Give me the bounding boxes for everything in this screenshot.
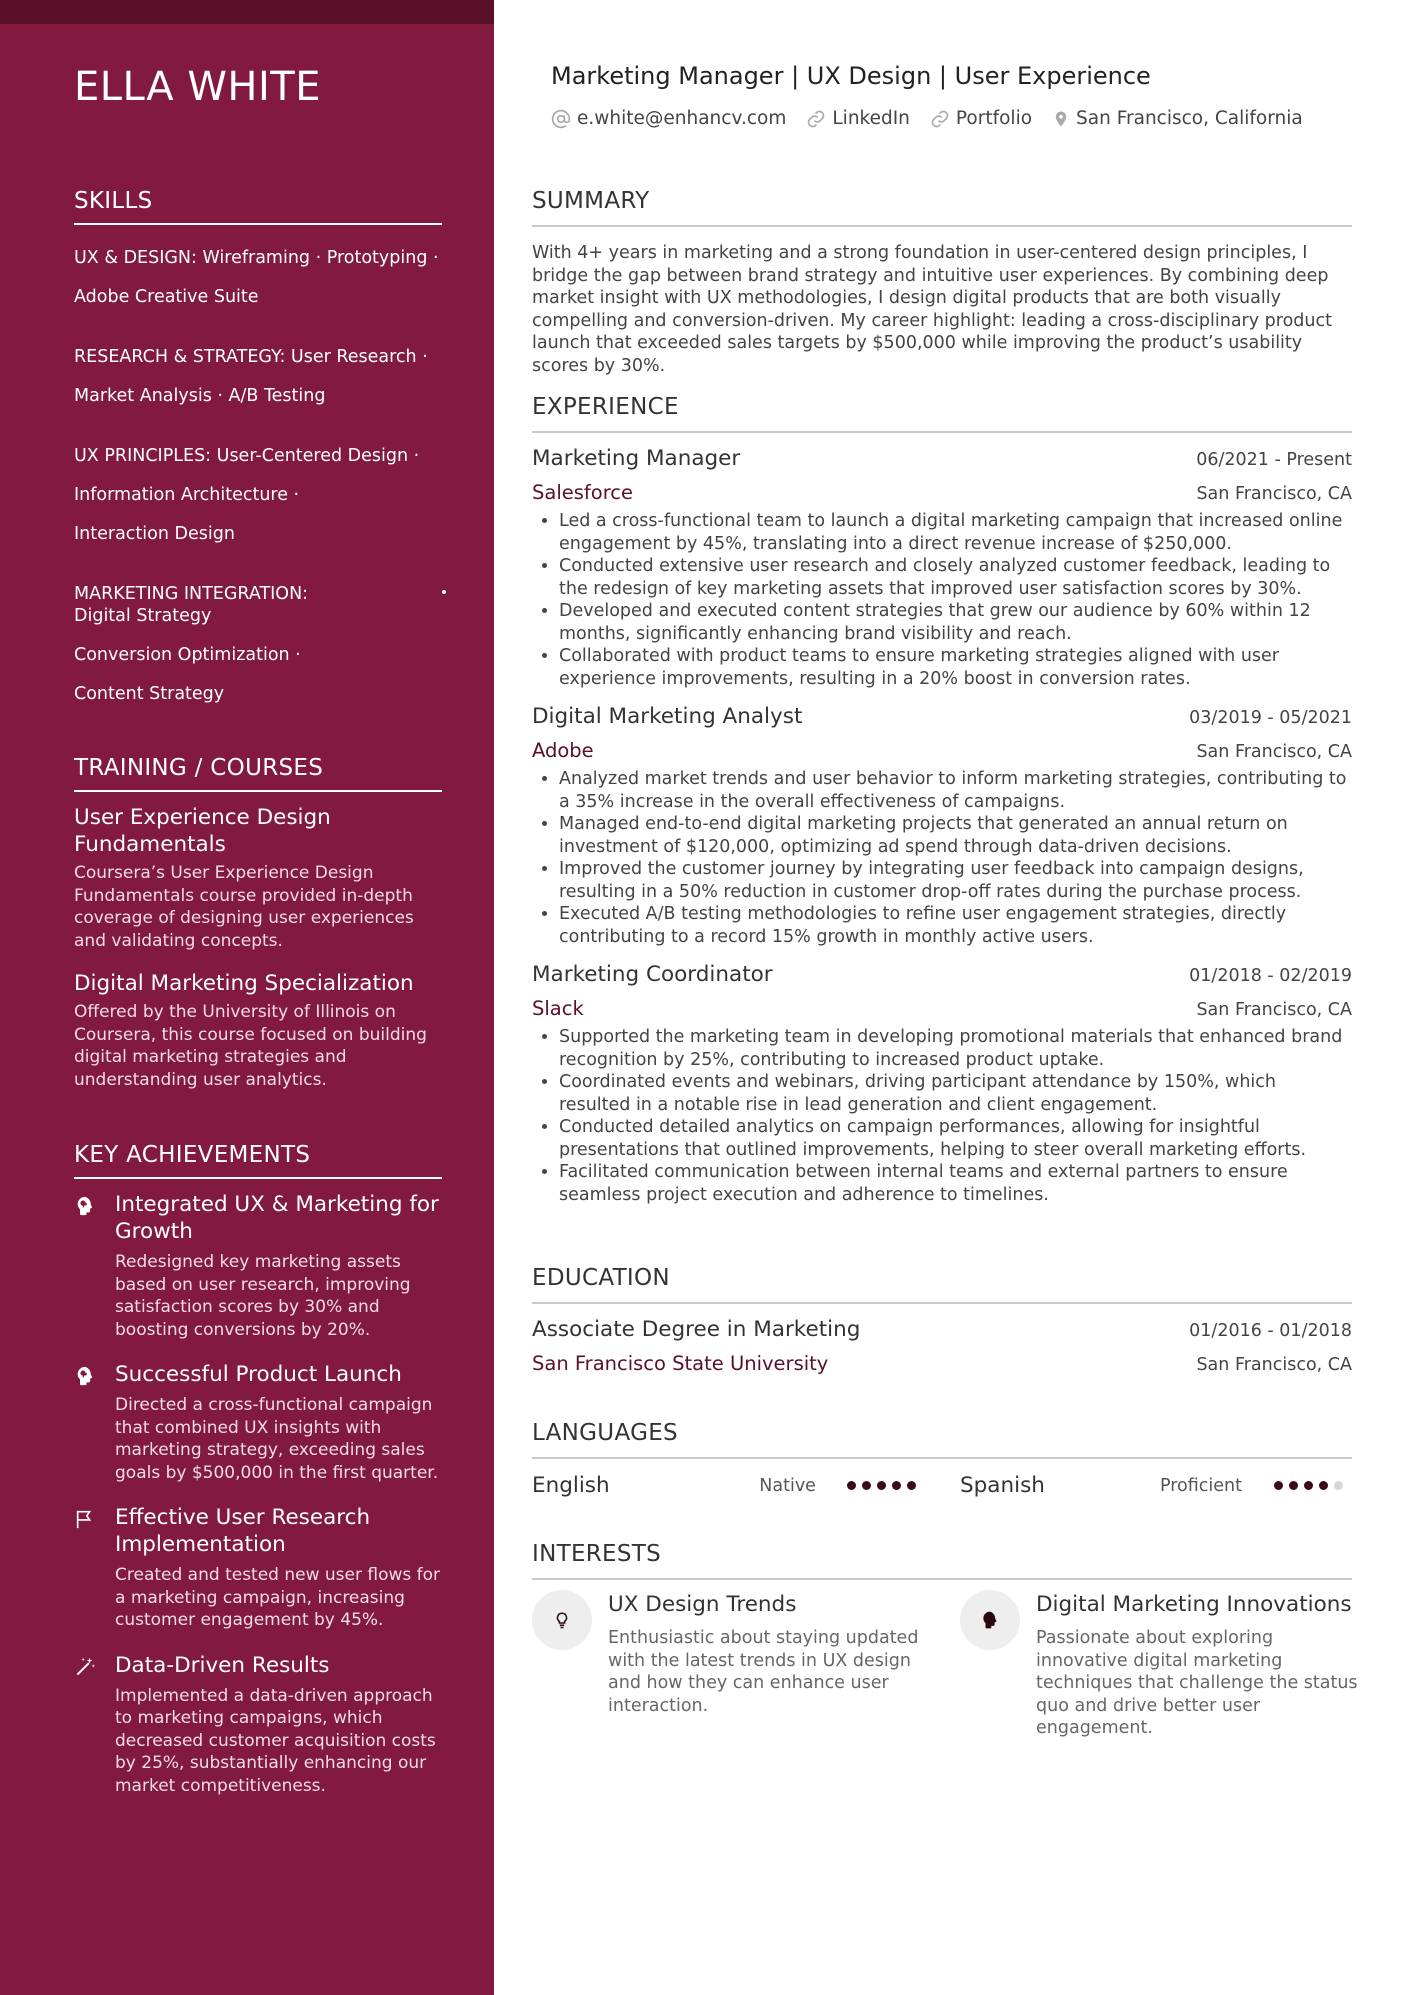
job-bullet: • Improved the customer journey by integrating user feedback into campaign designs, resulting in a 50% reduction in customer drop-off rates during the purchase process. — [559, 858, 1352, 903]
contact-location — [1052, 108, 1303, 129]
job-bullet: • Executed A/B testing methodologies to refine user engagement strategies, directly contributing to a record 15% growth in monthly active users. — [559, 903, 1352, 948]
job-header — [532, 704, 1352, 729]
link-icon — [806, 109, 826, 129]
skill-group — [74, 346, 442, 407]
interest-title: Digital Marketing Innovations — [1036, 1592, 1352, 1617]
language-rating — [847, 1481, 922, 1490]
link-icon — [930, 109, 950, 129]
interest-title: UX Design Trends — [608, 1592, 797, 1617]
lightbulb-icon — [532, 1590, 592, 1650]
summary-text: With 4+ years in marketing and a strong foundation in user-centered design principles, I bridge the gap between brand strategy and intuitive user experiences. By combining deep market insight with UX methodologies, I design digital products that are both visually compelling and conversion-driven. My career highlight: leading a cross-disciplinary product launch that exceeded sales targets by $500,000 while improving the product’s usability scores by 30%. — [532, 243, 1332, 376]
job-bullet: • Managed end-to-end digital marketing projects that generated an annual return on investment of $120,000, optimizing ad spend through data-driven decisions. — [559, 813, 1352, 858]
separator-dot — [442, 590, 446, 594]
job-location: San Francisco, CA — [1196, 484, 1352, 504]
achievement-description: Redesigned key marketing assets based on user research, improving satisfaction scores by 30% and boosting conversions by 20%. — [115, 1252, 411, 1340]
job-bullet: • Facilitated communication between internal teams and external partners to ensure seamless project execution and adherence to timelines. — [559, 1161, 1352, 1206]
achievements-section — [74, 1142, 442, 1797]
achievement-description: Created and tested new user flows for a marketing campaign, increasing customer engagement by 45%. — [115, 1565, 441, 1630]
job-title: Digital Marketing Analyst — [532, 704, 803, 729]
training-heading: TRAINING / COURSES — [74, 755, 442, 792]
education-subheader — [532, 1352, 1352, 1375]
job-dates: 03/2019 - 05/2021 — [1189, 708, 1352, 728]
job-bullets — [532, 510, 1352, 690]
rating-dot-filled — [1274, 1481, 1283, 1490]
achievement-item — [74, 1361, 442, 1484]
job-bullet: • Coordinated events and webinars, driving participant attendance by 150%, which resulted in a notable rise in lead generation and client engagement. — [559, 1071, 1352, 1116]
skill-line: Information Architecture · — [74, 485, 300, 505]
job-subheader — [532, 997, 1352, 1020]
at-icon — [551, 109, 571, 129]
education-section — [532, 1265, 1352, 1375]
skill-line: Adobe Creative Suite — [74, 287, 259, 307]
job-bullet: • Analyzed market trends and user behavior to inform marketing strategies, contributing to a 35% increase in the overall effectiveness of campaigns. — [559, 768, 1352, 813]
course-item — [74, 804, 442, 952]
education-dates: 01/2016 - 01/2018 — [1189, 1321, 1352, 1341]
language-rating — [1274, 1481, 1349, 1490]
skill-line: Content Strategy — [74, 684, 225, 704]
skill-line: Market Analysis · A/B Testing — [74, 386, 326, 406]
job-bullet: • Conducted detailed analytics on campaign performances, allowing for insightful presentations that outlined improvements, helping to steer overall marketing efforts. — [559, 1116, 1352, 1161]
skill-line: UX PRINCIPLES: User-Centered Design · — [74, 446, 420, 466]
achievement-item — [74, 1504, 442, 1632]
language-item — [532, 1473, 922, 1498]
education-heading: EDUCATION — [532, 1265, 1352, 1304]
job-dates: 01/2018 - 02/2019 — [1189, 966, 1352, 986]
experience-section — [532, 394, 1352, 1206]
rating-dot-filled — [907, 1481, 916, 1490]
language-name: English — [532, 1473, 610, 1498]
skill-group — [74, 583, 442, 705]
rating-dot-filled — [877, 1481, 886, 1490]
job-entry — [532, 446, 1352, 690]
achievement-item — [74, 1191, 442, 1341]
languages-section — [532, 1420, 1352, 1498]
rating-dot-filled — [1289, 1481, 1298, 1490]
interests-section — [532, 1541, 1358, 1750]
job-header — [532, 962, 1352, 987]
course-title: User Experience Design Fundamentals — [74, 805, 331, 857]
job-bullets — [532, 768, 1352, 948]
summary-section — [532, 188, 1352, 377]
job-bullet: • Supported the marketing team in developing promotional materials that enhanced brand recognition by 25%, contributing to increased product uptake. — [559, 1026, 1352, 1071]
skill-line: Conversion Optimization · — [74, 645, 301, 665]
skill-line: RESEARCH & STRATEGY: User Research · — [74, 347, 428, 367]
job-subheader — [532, 739, 1352, 762]
rating-dot-filled — [1319, 1481, 1328, 1490]
languages-heading: LANGUAGES — [532, 1420, 1352, 1459]
skills-section — [74, 188, 442, 705]
job-company: Adobe — [532, 739, 594, 762]
job-bullet: • Led a cross-functional team to launch a digital marketing campaign that increased online engagement by 45%, translating into a direct revenue increase of $250,000. — [559, 510, 1352, 555]
job-company: Salesforce — [532, 481, 634, 504]
job-bullets — [532, 1026, 1352, 1206]
achievement-title: Integrated UX & Marketing for Growth — [115, 1192, 439, 1244]
rating-dot-filled — [892, 1481, 901, 1490]
rating-dot-filled — [862, 1481, 871, 1490]
job-company: Slack — [532, 997, 584, 1020]
course-description: Offered by the University of Illinois on Coursera, this course focused on building digital marketing strategies and understanding user analytics. — [74, 1002, 427, 1090]
contact-linkedin[interactable] — [806, 108, 910, 129]
job-title: Marketing Coordinator — [532, 962, 773, 987]
course-title: Digital Marketing Specialization — [74, 971, 414, 996]
training-section — [74, 755, 442, 1091]
course-item — [74, 970, 442, 1091]
brain-icon — [960, 1590, 1020, 1650]
job-location: San Francisco, CA — [1196, 1000, 1352, 1020]
language-item — [960, 1473, 1352, 1498]
achievements-heading: KEY ACHIEVEMENTS — [74, 1142, 442, 1179]
school-name: San Francisco State University — [532, 1352, 829, 1375]
interest-description: Enthusiastic about staying updated with the latest trends in UX design and how they can enhance user interaction. — [608, 1628, 919, 1716]
flag-icon — [74, 1508, 96, 1530]
job-header — [532, 446, 1352, 471]
contact-email[interactable] — [551, 108, 786, 129]
language-level: Native — [759, 1475, 816, 1496]
location-text: San Francisco, California — [1076, 108, 1303, 129]
achievement-item — [74, 1652, 442, 1798]
achievement-title: Data-Driven Results — [115, 1652, 330, 1678]
email-text: e.white@enhancv.com — [577, 108, 787, 129]
location-pin-icon — [1052, 109, 1070, 129]
degree-title: Associate Degree in Marketing — [532, 1317, 861, 1342]
achievement-title: Successful Product Launch — [115, 1362, 402, 1387]
magic-wand-icon — [74, 1656, 96, 1678]
skill-line: Interaction Design — [74, 524, 235, 544]
job-bullet: • Collaborated with product teams to ensure marketing strategies aligned with user experience improvements, resulting in a 20% boost in conversion rates. — [559, 645, 1352, 690]
job-location: San Francisco, CA — [1196, 742, 1352, 762]
job-subheader — [532, 481, 1352, 504]
summary-heading: SUMMARY — [532, 188, 1352, 227]
interest-description: Passionate about exploring innovative digital marketing techniques that challenge the status quo and drive better user engagement. — [1036, 1628, 1358, 1738]
job-bullet: • Conducted extensive user research and closely analyzed customer feedback, leading to the redesign of key marketing assets that improved user satisfaction scores by 30%. — [559, 555, 1352, 600]
contact-bar — [551, 108, 1323, 129]
experience-heading: EXPERIENCE — [532, 394, 1352, 433]
education-header — [532, 1317, 1352, 1342]
job-entry — [532, 962, 1352, 1206]
brain-icon — [74, 1195, 96, 1217]
contact-portfolio[interactable] — [930, 108, 1032, 129]
education-location: San Francisco, CA — [1196, 1355, 1352, 1375]
language-name: Spanish — [960, 1473, 1045, 1498]
sidebar-top-bar — [0, 0, 494, 24]
interests-heading: INTERESTS — [532, 1541, 1352, 1580]
portfolio-text: Portfolio — [955, 108, 1033, 129]
job-entry — [532, 704, 1352, 948]
job-bullet: • Developed and executed content strategies that grew our audience by 60% within 12 months, significantly enhancing brand visibility and reach. — [559, 600, 1352, 645]
job-dates: 06/2021 - Present — [1196, 450, 1352, 470]
skill-group — [74, 247, 442, 308]
candidate-name: ELLA WHITE — [74, 64, 321, 110]
rating-dot-empty — [1334, 1481, 1343, 1490]
language-level: Proficient — [1160, 1475, 1242, 1496]
achievement-description: Implemented a data-driven approach to marketing campaigns, which decreased customer acquisition costs by 25%, substantially enhancing our market competitiveness. — [115, 1685, 436, 1796]
skills-heading: SKILLS — [74, 188, 442, 225]
course-description: Coursera’s User Experience Design Fundamentals course provided in-depth coverage of designing user experiences and validating concepts. — [74, 863, 414, 951]
rating-dot-filled — [847, 1481, 856, 1490]
job-title: Marketing Manager — [532, 446, 741, 471]
rating-dot-filled — [1304, 1481, 1313, 1490]
skill-group — [74, 445, 442, 545]
achievement-description: Directed a cross-functional campaign that combined UX insights with marketing strategy, exceeding sales goals by $500,000 in the first quarter. — [115, 1395, 439, 1483]
linkedin-text: LinkedIn — [832, 108, 910, 129]
skill-line: UX & DESIGN: Wireframing · Prototyping · — [74, 248, 439, 268]
brain-icon — [74, 1365, 96, 1387]
languages-row — [532, 1473, 1352, 1498]
skill-line: MARKETING INTEGRATION: Digital Strategy — [74, 584, 309, 626]
achievement-title: Effective User Research Implementation — [115, 1505, 371, 1557]
headline: Marketing Manager | UX Design | User Experience — [551, 62, 1151, 90]
interests-grid — [532, 1590, 1358, 1750]
